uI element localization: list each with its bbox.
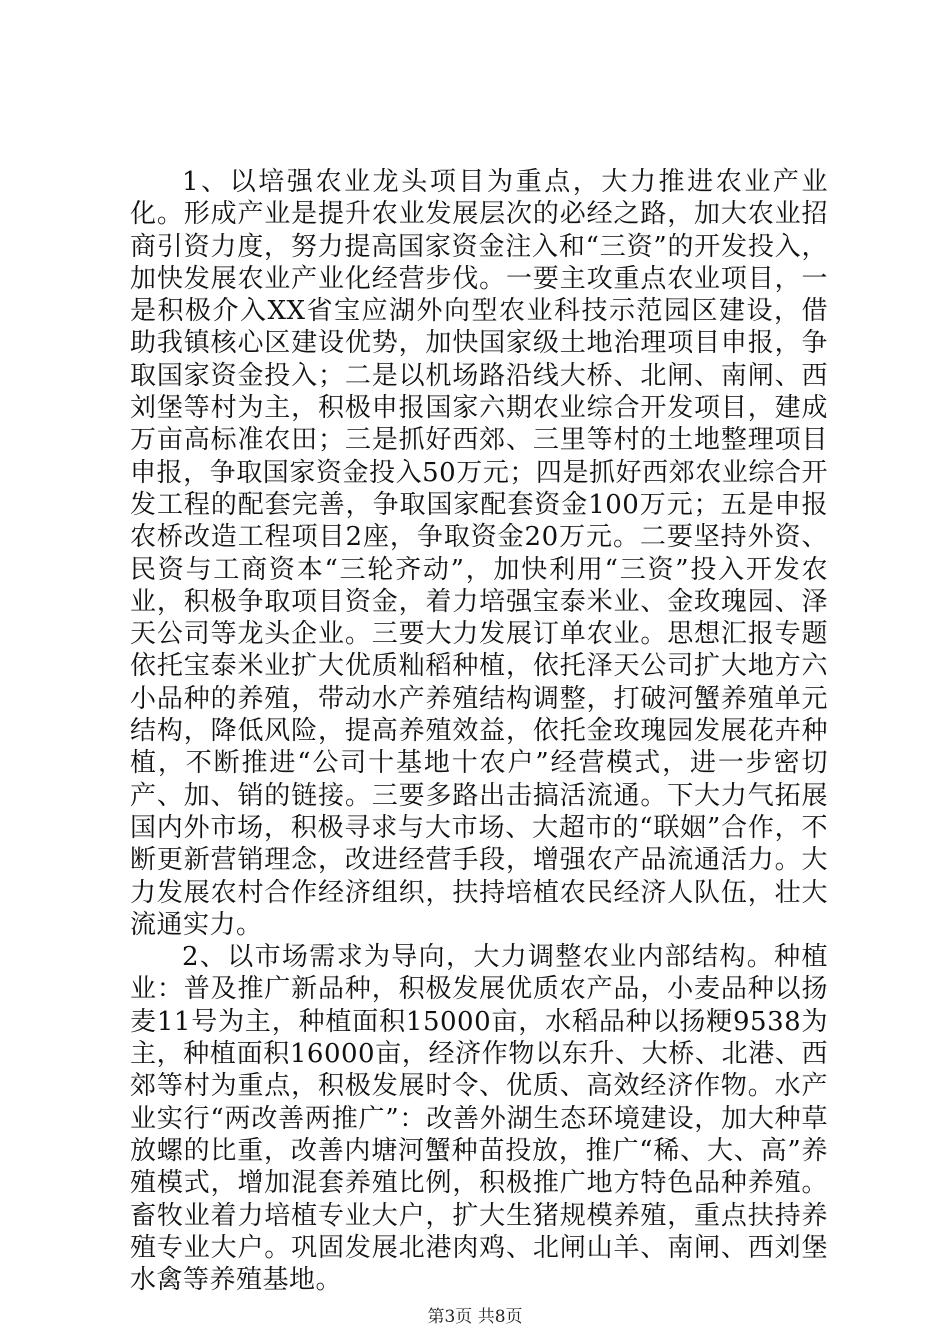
page-footer: 第3页 共8页: [427, 1307, 523, 1327]
document-body: [130, 166, 828, 1296]
paragraph-2: 2、以市场需求为导向，大力调整农业内部结构。种植业：普及推广新品种，积极发展优质农产品，小麦品种以扬麦11号为主，种植面积15000亩，水稻品种以扬粳9538为主，种植面积16000亩，经济作物以东升、大桥、北港、西郊等村为重点，积极发展时令、优质、高效经济作物。水产业实行“两改善两推广”：改善外湖生态环境建设，加大种草放螺的比重，改善内塘河蟹种苗投放，推广“稀、大、高”养殖模式，增加混套养殖比例，积极推广地方特色品种养殖。畜牧业着力培植专业大户，扩大生猪规模养殖，重点扶持养殖专业大户。巩固发展北港肉鸡、北闸山羊、南闸、西刘堡水禽等养殖基地。: [130, 942, 828, 1296]
paragraph-1: 1、以培强农业龙头项目为重点，大力推进农业产业化。形成产业是提升农业发展层次的必经之路，加大农业招商引资力度，努力提高国家资金注入和“三资”的开发投入，加快发展农业产业化经营步伐。一要主攻重点农业项目，一是积极介入XX省宝应湖外向型农业科技示范园区建设，借助我镇核心区建设优势，加快国家级土地治理项目申报，争取国家资金投入；二是以机场路沿线大桥、北闸、南闸、西刘堡等村为主，积极申报国家六期农业综合开发项目，建成万亩高标准农田；三是抓好西郊、三里等村的土地整理项目申报，争取国家资金投入50万元；四是抓好西郊农业综合开发工程的配套完善，争取国家配套资金100万元；五是申报农桥改造工程项目2座，争取资金20万元。二要坚持外资、民资与工商资本“三轮齐动”，加快利用“三资”投入开发农业，积极争取项目资金，着力培强宝泰米业、金玫瑰园、泽天公司等龙头企业。三要大力发展订单农业。思想汇报专题依托宝泰米业扩大优质籼稻种植，依托泽天公司扩大地方六小品种的养殖，带动水产养殖结构调整，打破河蟹养殖单元结构，降低风险，提高养殖效益，依托金玫瑰园发展花卉种植，不断推进“公司十基地十农户”经营模式，进一步密切产、加、销的链接。三要多路出击搞活流通。下大力气拓展国内外市场，积极寻求与大市场、大超市的“联姻”合作，不断更新营销理念，改进经营手段，增强农产品流通活力。大力发展农村合作经济组织，扶持培植农民经济人队伍，壮大流通实力。: [130, 167, 828, 940]
